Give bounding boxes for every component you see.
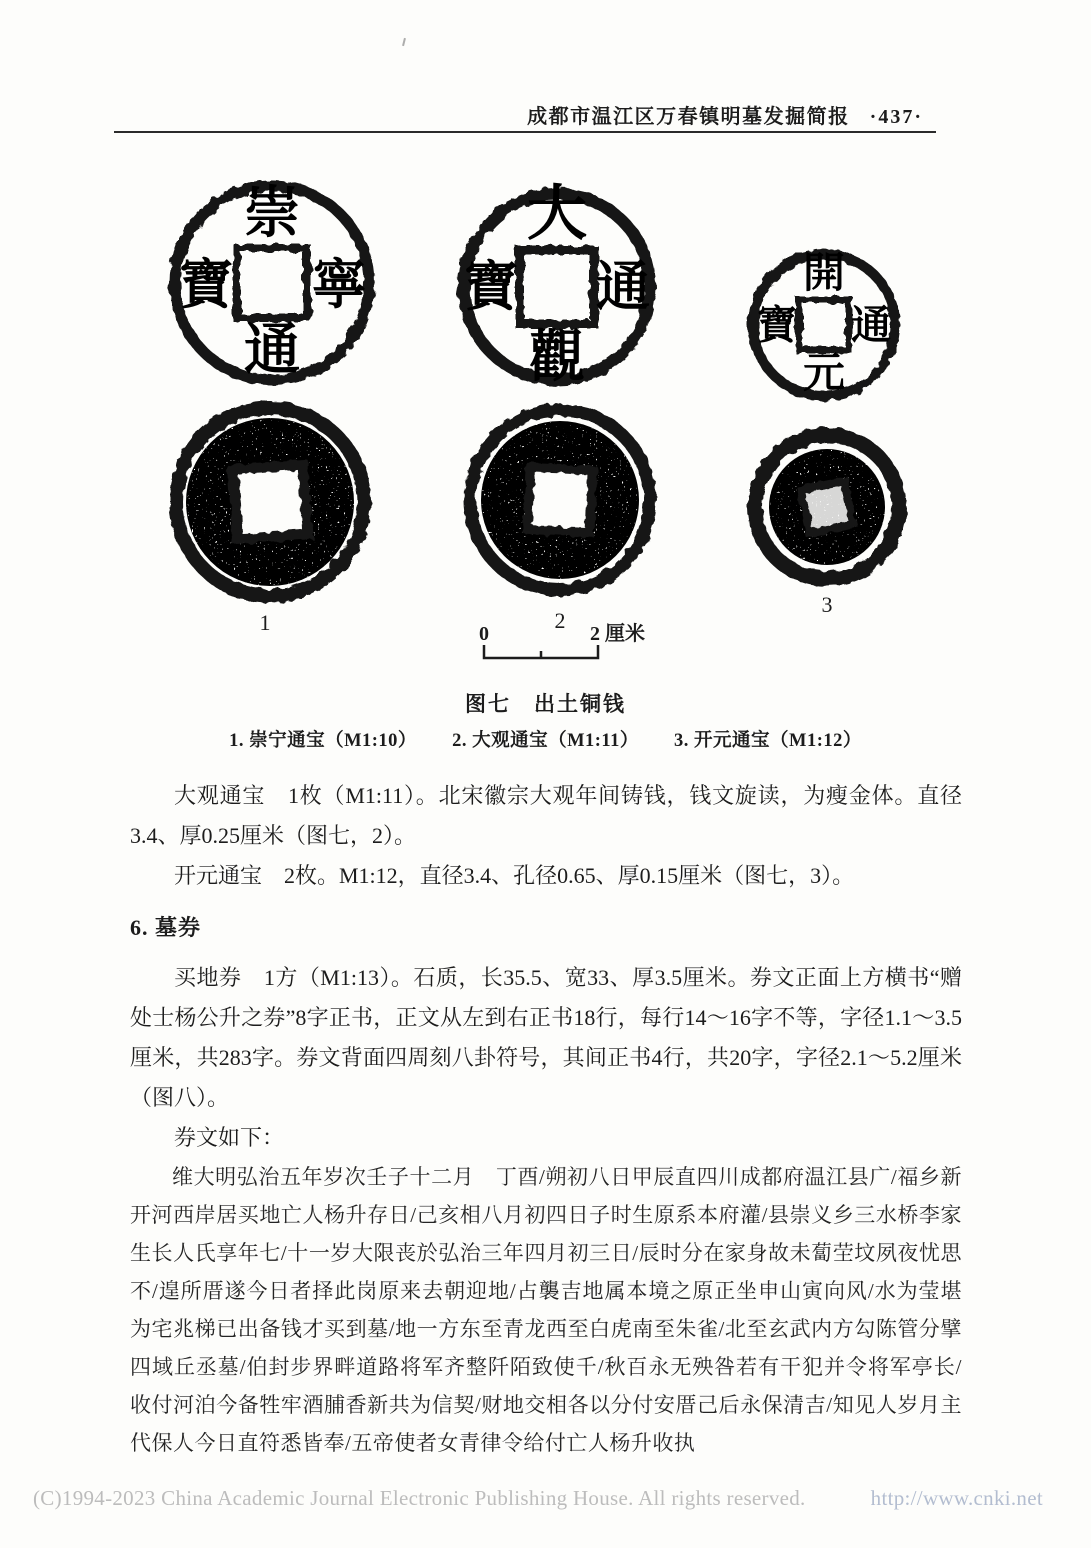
copyright-notice: (C)1994-2023 China Academic Journal Electronic Publishing House. All rights reserved. [33,1486,806,1510]
scale-bar-line [484,645,598,658]
square-hole [801,481,853,533]
coin-1-obverse [175,183,369,382]
coin-1-number: 1 [259,610,271,635]
coin-2-obverse [464,181,650,389]
square-hole [799,300,849,350]
coin-2-char-bottom: 觀 [529,327,585,389]
coin-1-reverse [176,408,364,596]
paragraph-kaiyuan-tongbao: 开元通宝 2枚。M1:12，直径3.4、孔径0.65、厚0.15厘米（图七，3）。 [174,863,855,888]
paragraph-daguan-tongbao: 大观通宝 1枚（M1:11）。北宋徽宗大观年间铸钱，钱文旋读，为瘦金体。直径3.4、厚0.25厘米（图七，2）。 [130,783,962,848]
body-text [130,776,962,1462]
coin-2-reverse [470,410,650,590]
coin-3-char-bottom: 元 [802,351,846,397]
coin-2-char-right: 通 [596,257,650,317]
figure-legend [0,726,1091,752]
coin-3-char-top: 開 [802,251,846,297]
coin-3-char-left: 寶 [757,302,797,348]
page-number: ·437· [869,106,923,128]
land-deed-inscription: 维大明弘治五年岁次壬子十二月 丁酉/朔初八日甲辰直四川成都府温江县广/福乡新开河西岸居买地亡人杨升存日/己亥相八月初四日子时生原系本府灌/县崇义乡三水桥李家生长人氏享年七/十一岁大限丧於弘治三年四月初三日/辰时分在家身故未蔔茔坟夙夜忧思不/遑所厝遂今日者择此岗原来去朝迎地/占襲吉地属本境之原正坐申山寅向风/水为莹堪为宅兆梯已出备钱才买到墓/地一方东至青龙西至白虎南至朱雀/北至玄武内方勾陈管分擘四域丘丞墓/伯封步界畔道路将军齐整阡陌致使千/秋百永无殃咎若有干犯并令将军亭长/收付河泊今备牲牢酒脯香新共为信契/财地交相各以分付安厝己后永保清吉/知见人岁月主代保人今日直符悉皆奉/五帝使者女青律令给付亡人杨升收执 [130,1165,963,1455]
legend-item-1: 1. 崇宁通宝（M1:10） [229,731,417,751]
square-hole [527,467,592,532]
coin-3-reverse [755,435,899,579]
paragraph-maidiquan: 买地券 1方（M1:13）。石质，长35.5、宽33、厚3.5厘米。券文正面上方横书“赠处士杨公升之券”8字正书，正文从左到右正书18行，每行14～16字不等，字径1.1～3.5厘米，共283字。券文背面四周刻八卦符号，其间正书4行，共20字，字径2.1～5.2厘米（图八）。 [130,965,962,1110]
coin-3-char-right: 通 [851,302,891,348]
scale-length-label: 2 厘米 [590,623,645,645]
square-hole [520,250,594,324]
paragraph-quote-intro: 券文如下： [174,1125,285,1150]
coin-3-obverse [753,251,895,397]
legend-item-2: 2. 大观通宝（M1:11） [452,731,639,751]
cnki-url: http://www.cnki.net [870,1486,1043,1510]
square-hole [233,465,308,540]
coin-1-char-top: 崇 [244,183,300,245]
coin-2-char-top: 大 [527,181,587,247]
coin-2-number: 2 [554,608,566,633]
coin-figure [0,0,1091,680]
coin-2-char-left: 寶 [464,257,518,317]
coin-1-char-bottom: 通 [244,320,300,382]
scale-zero-label: 0 [479,623,489,645]
coin-1-char-left: 寶 [179,255,233,315]
page-footer [33,1486,1043,1511]
legend-item-3: 3. 开元通宝（M1:12） [674,731,862,751]
square-hole [237,248,307,318]
coin-1-char-right: 寧 [312,255,366,315]
section-heading-muquan: 6. 墓券 [130,915,202,940]
figure-caption: 图七 出土铜钱 [465,692,626,716]
page-title: 成都市温江区万春镇明墓发掘简报 [527,106,850,128]
coin-3-number: 3 [821,592,833,617]
